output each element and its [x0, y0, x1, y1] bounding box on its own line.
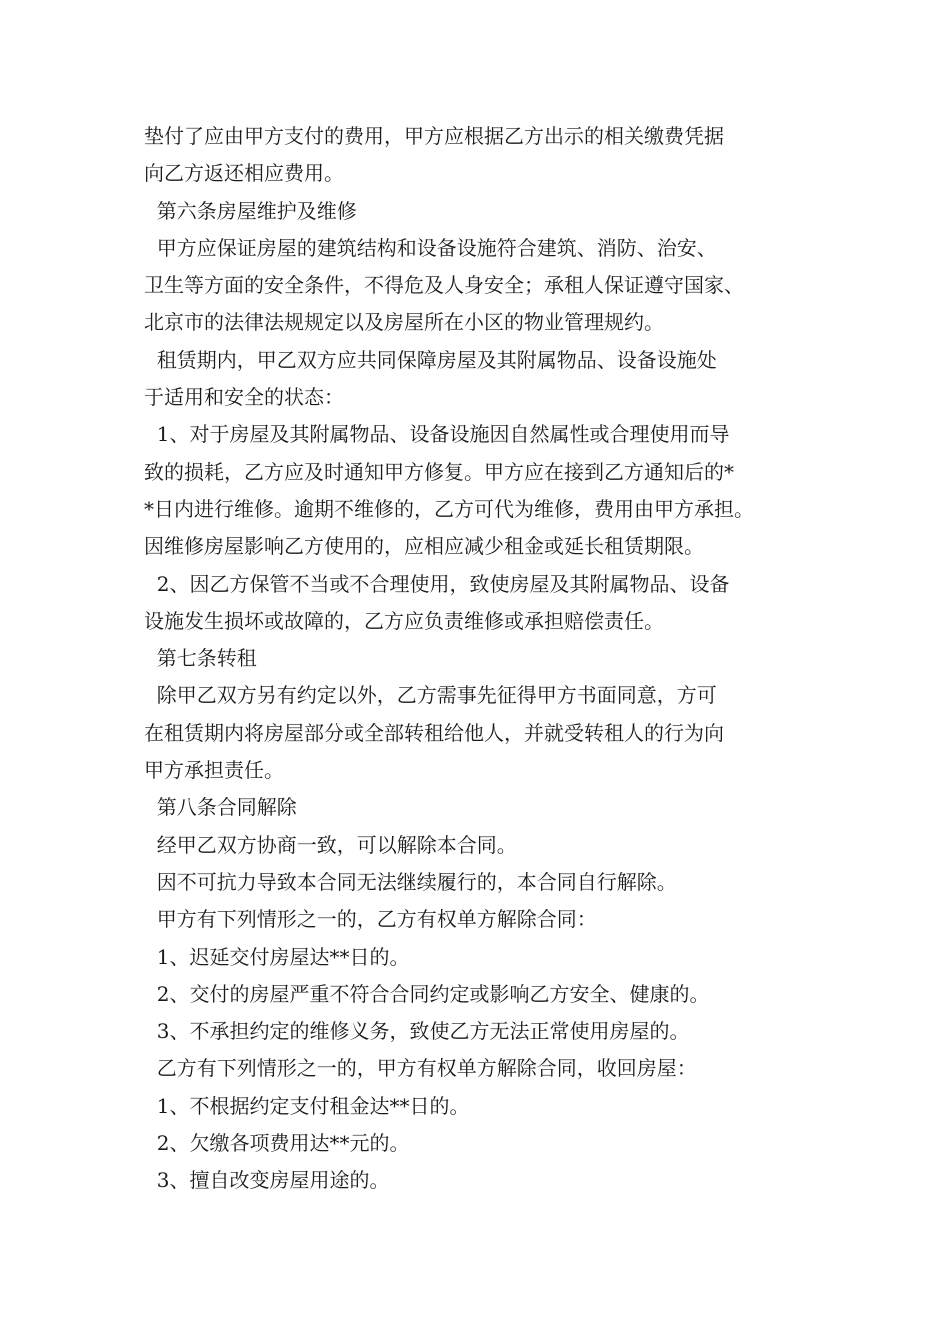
text-line: 向乙方返还相应费用。	[144, 161, 344, 186]
text-line: 在租赁期内将房屋部分或全部转租给他人，并就受转租人的行为向	[144, 720, 724, 745]
section-heading: 第六条房屋维护及维修	[144, 198, 357, 223]
text-line: 因不可抗力导致本合同无法继续履行的，本合同自行解除。	[144, 869, 677, 894]
text-line: 经甲乙双方协商一致，可以解除本合同。	[144, 832, 517, 857]
text-line: 北京市的法律法规规定以及房屋所在小区的物业管理规约。	[144, 310, 664, 335]
list-item: 1、不根据约定支付租金达**日的。	[144, 1093, 470, 1118]
list-item: 3、擅自改变房屋用途的。	[144, 1168, 390, 1193]
text-line: 1、对于房屋及其附属物品、设备设施因自然属性或合理使用而导	[144, 422, 730, 447]
text-line: 致的损耗，乙方应及时通知甲方修复。甲方应在接到乙方通知后的*	[144, 459, 734, 484]
section-heading: 第八条合同解除	[144, 795, 297, 820]
text-line: 因维修房屋影响乙方使用的，应相应减少租金或延长租赁期限。	[144, 534, 704, 559]
list-item: 2、欠缴各项费用达**元的。	[144, 1131, 410, 1156]
section-heading: 第七条转租	[144, 646, 257, 671]
text-line: 甲方承担责任。	[144, 758, 284, 783]
text-line: *日内进行维修。逾期不维修的，乙方可代为维修，费用由甲方承担。	[144, 496, 754, 521]
list-item: 1、迟延交付房屋达**日的。	[144, 944, 410, 969]
text-line: 租赁期内，甲乙双方应共同保障房屋及其附属物品、设备设施处	[144, 347, 717, 372]
text-line: 设施发生损坏或故障的，乙方应负责维修或承担赔偿责任。	[144, 608, 664, 633]
list-item: 2、交付的房屋严重不符合合同约定或影响乙方安全、健康的。	[144, 981, 710, 1006]
document-body	[144, 118, 824, 1200]
text-line: 甲方应保证房屋的建筑结构和设备设施符合建筑、消防、治安、	[144, 235, 717, 260]
text-line: 于适用和安全的状态：	[144, 385, 344, 410]
text-line: 垫付了应由甲方支付的费用，甲方应根据乙方出示的相关缴费凭据	[144, 124, 724, 148]
text-line: 乙方有下列情形之一的，甲方有权单方解除合同，收回房屋：	[144, 1056, 697, 1081]
text-line: 除甲乙双方另有约定以外，乙方需事先征得甲方书面同意，方可	[144, 683, 717, 708]
text-line: 2、因乙方保管不当或不合理使用，致使房屋及其附属物品、设备	[144, 571, 730, 596]
text-line: 卫生等方面的安全条件，不得危及人身安全；承租人保证遵守国家、	[144, 273, 744, 298]
text-line: 甲方有下列情形之一的，乙方有权单方解除合同：	[144, 907, 597, 932]
list-item: 3、不承担约定的维修义务，致使乙方无法正常使用房屋的。	[144, 1019, 690, 1044]
